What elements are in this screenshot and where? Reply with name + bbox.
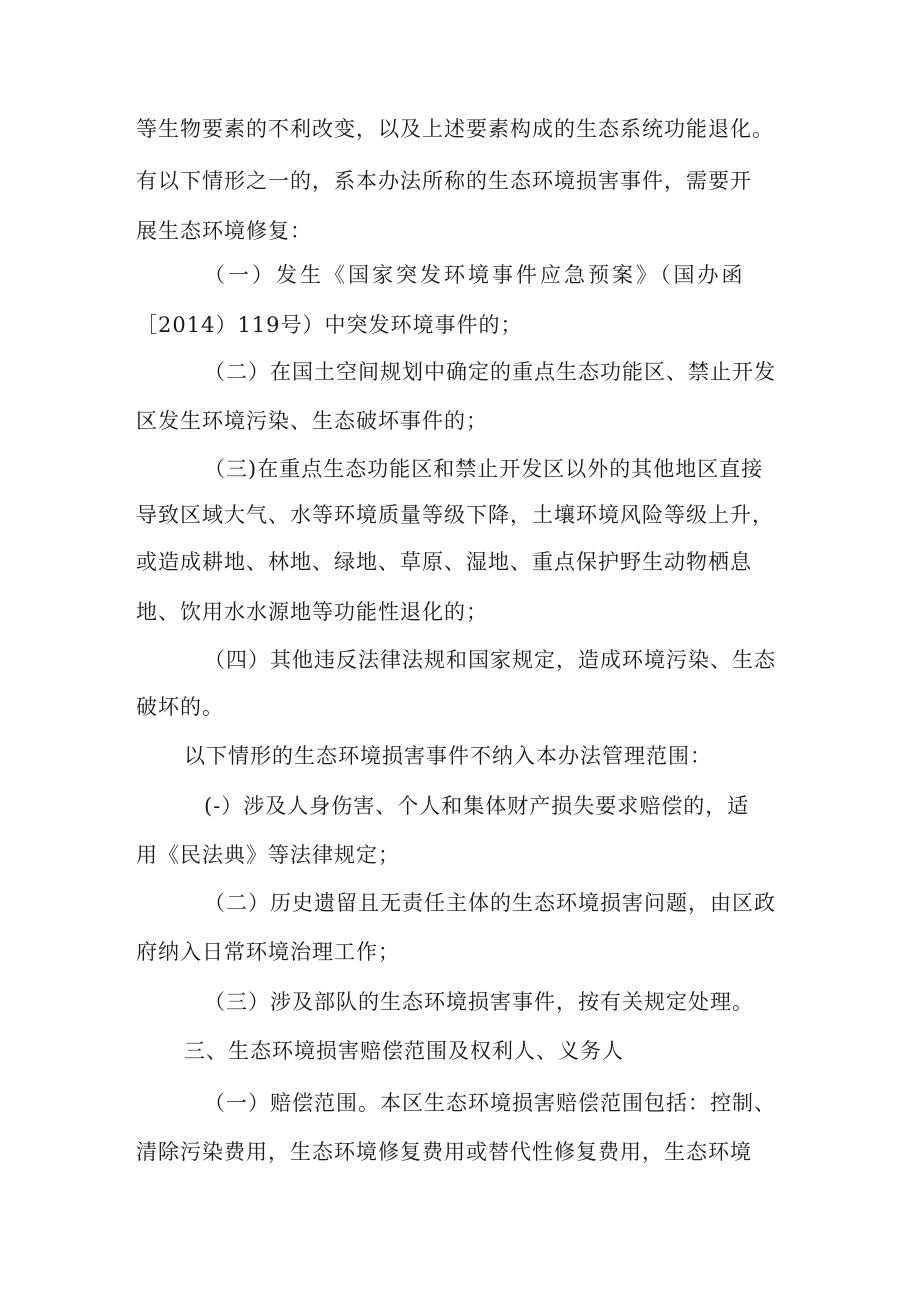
text-line: 有以下情形之一的，系本办法所称的生态环境损害事件，需要开 <box>136 169 752 193</box>
text-line: 用《民法典》等法律规定； <box>136 843 400 867</box>
text-line: (-）涉及人身伤害、个人和集体财产损失要求赔偿的，适 <box>204 794 750 818</box>
section-heading: 三、生态环境损害赔偿范围及权利人、义务人 <box>184 1039 624 1063</box>
text-line: 府纳入日常环境治理工作； <box>136 940 400 964</box>
text-line: （三)在重点生态功能区和禁止开发区以外的其他地区直接 <box>204 457 764 481</box>
text-line: 以下情形的生态环境损害事件不纳入本办法管理范围： <box>184 744 712 768</box>
text-line: （一）发生《国家突发环境事件应急预案》（国办函 <box>204 263 746 287</box>
text-line: 区发生环境污染、生态破坏事件的； <box>136 409 488 433</box>
text-line: 或造成耕地、林地、绿地、草原、湿地、重点保护野生动物栖息 <box>136 550 752 574</box>
text-line: 破坏的。 <box>136 695 224 719</box>
text-line: （二）在国土空间规划中确定的重点生态功能区、禁止开发 <box>204 360 776 384</box>
text-line: 清除污染费用，生态环境修复费用或替代性修复费用，生态环境 <box>136 1140 752 1164</box>
text-line: 展生态环境修复： <box>136 219 312 243</box>
text-line: ［2014）119号）中突发环境事件的； <box>136 313 523 337</box>
text-line: 等生物要素的不利改变，以及上述要素构成的生态系统功能退化。 <box>136 117 774 141</box>
text-line: 地、饮用水水源地等功能性退化的； <box>136 600 488 624</box>
text-line: （三）涉及部队的生态环境损害事件，按有关规定处理。 <box>204 990 754 1014</box>
text-line: （一）赔偿范围。本区生态环境损害赔偿范围包括：控制、 <box>204 1091 776 1115</box>
text-line: （二）历史遗留且无责任主体的生态环境损害问题，由区政 <box>204 891 776 915</box>
text-line: （四）其他违反法律法规和国家规定，造成环境污染、生态 <box>204 648 776 672</box>
text-line: 导致区域大气、水等环境质量等级下降，土壤环境风险等级上升， <box>136 503 774 527</box>
